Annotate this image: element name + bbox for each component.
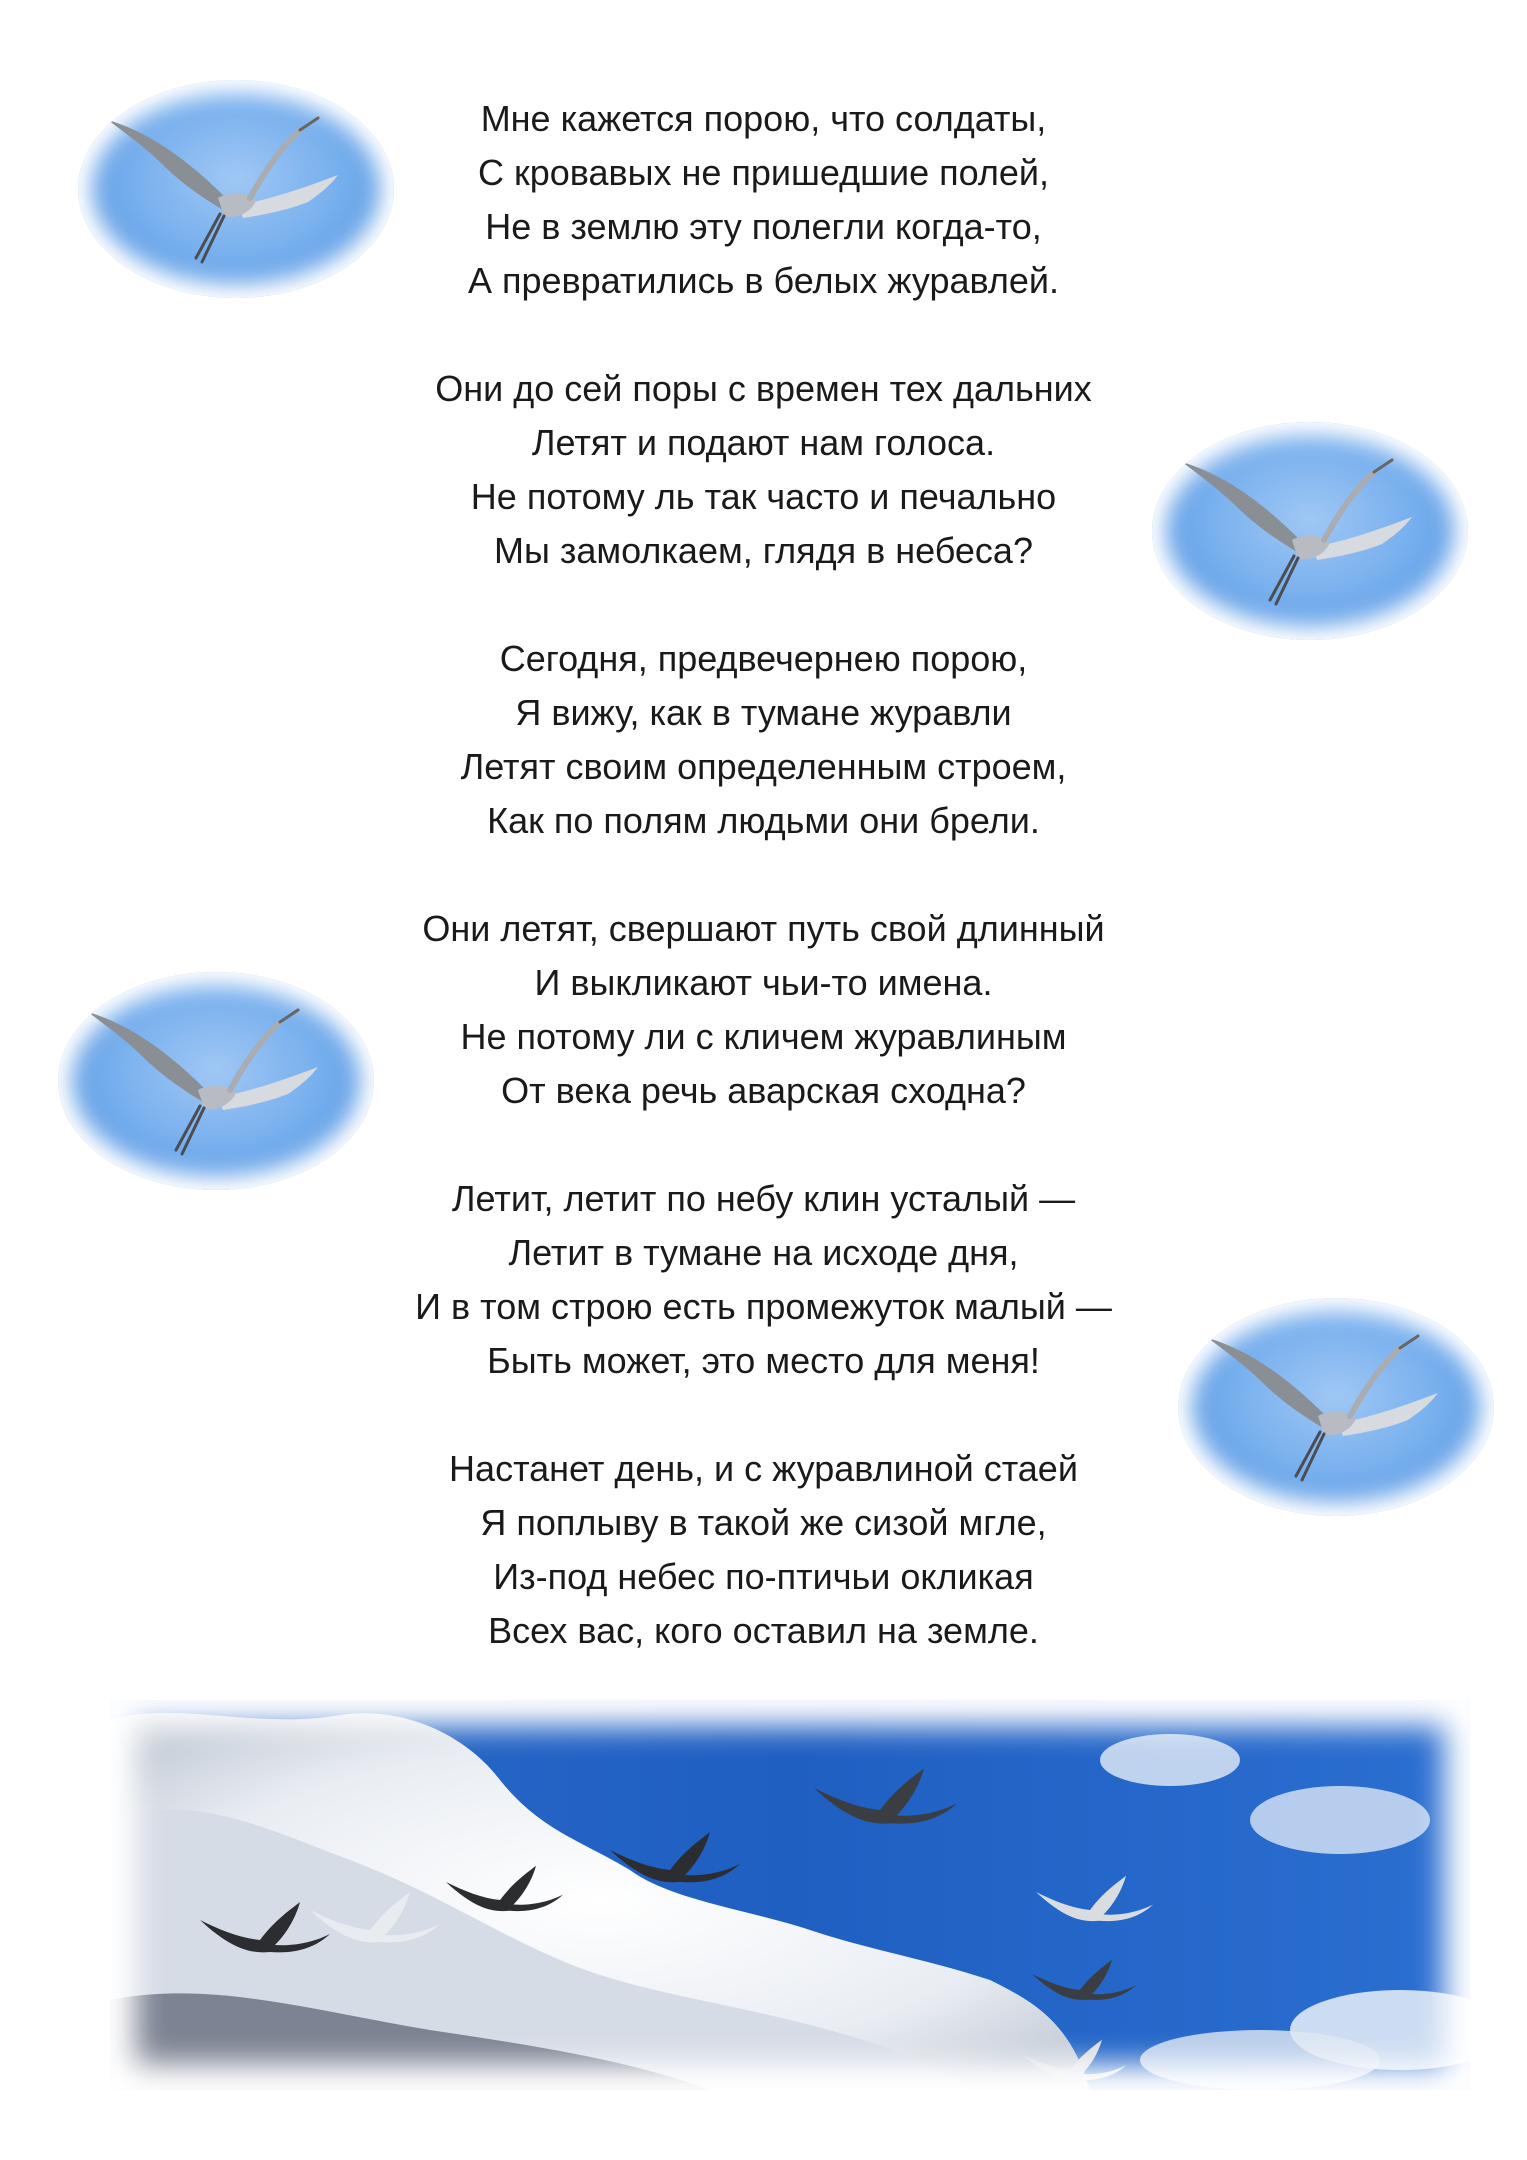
- poem-line: Всех вас, кого оставил на земле.: [488, 1610, 1039, 1651]
- poem-line: Из-под небес по-птичьи окликая: [493, 1556, 1034, 1597]
- poem-line: Сегодня, предвечернею порою,: [499, 638, 1028, 679]
- crane-icon: [1152, 422, 1468, 640]
- poem-line: Быть может, это место для меня!: [487, 1340, 1040, 1381]
- poem-line: Мне кажется порою, что солдаты,: [480, 98, 1047, 139]
- crane-image: [1152, 422, 1468, 640]
- crane-image: [58, 972, 374, 1190]
- poem-line: И выкликают чьи-то имена.: [534, 962, 993, 1003]
- stanza: [0, 632, 1527, 848]
- poem-line: Не потому ли с кличем журавлиным: [460, 1016, 1067, 1057]
- poem-line: Они летят, свершают путь свой длинный: [422, 908, 1105, 949]
- sky-banner-graphic: [110, 1700, 1470, 2090]
- poem-line: Летит, летит по небу клин усталый —: [451, 1178, 1076, 1219]
- poem-line: Настанет день, и с журавлиной стаей: [449, 1448, 1078, 1489]
- crane-image: [1178, 1298, 1494, 1516]
- poem-line: Я вижу, как в тумане журавли: [515, 692, 1012, 733]
- poem-line: Как по полям людьми они брели.: [487, 800, 1040, 841]
- poem-line: Летит в тумане на исходе дня,: [508, 1232, 1019, 1273]
- poem-line: Я поплыву в такой же сизой мгле,: [480, 1502, 1047, 1543]
- poem-line: И в том строю есть промежуток малый —: [415, 1286, 1112, 1327]
- poem-line: От века речь аварская сходна?: [501, 1070, 1026, 1111]
- crane-image: [78, 80, 394, 298]
- poem-line: Они до сей поры с времен тех дальних: [435, 368, 1092, 409]
- crane-icon: [58, 972, 374, 1190]
- poem-line: Летят и подают нам голоса.: [531, 422, 996, 463]
- crane-icon: [78, 80, 394, 298]
- crane-icon: [1178, 1298, 1494, 1516]
- poem-line: А превратились в белых журавлей.: [467, 260, 1059, 301]
- sky-banner-image: [110, 1700, 1470, 2090]
- poem-line: Не потому ль так часто и печально: [470, 476, 1057, 517]
- poem-line: С кровавых не пришедшие полей,: [477, 152, 1050, 193]
- poem-line: Не в землю эту полегли когда-то,: [485, 206, 1042, 247]
- poem-line: Летят своим определенным строем,: [460, 746, 1067, 787]
- poem-line: Мы замолкаем, глядя в небеса?: [494, 530, 1033, 571]
